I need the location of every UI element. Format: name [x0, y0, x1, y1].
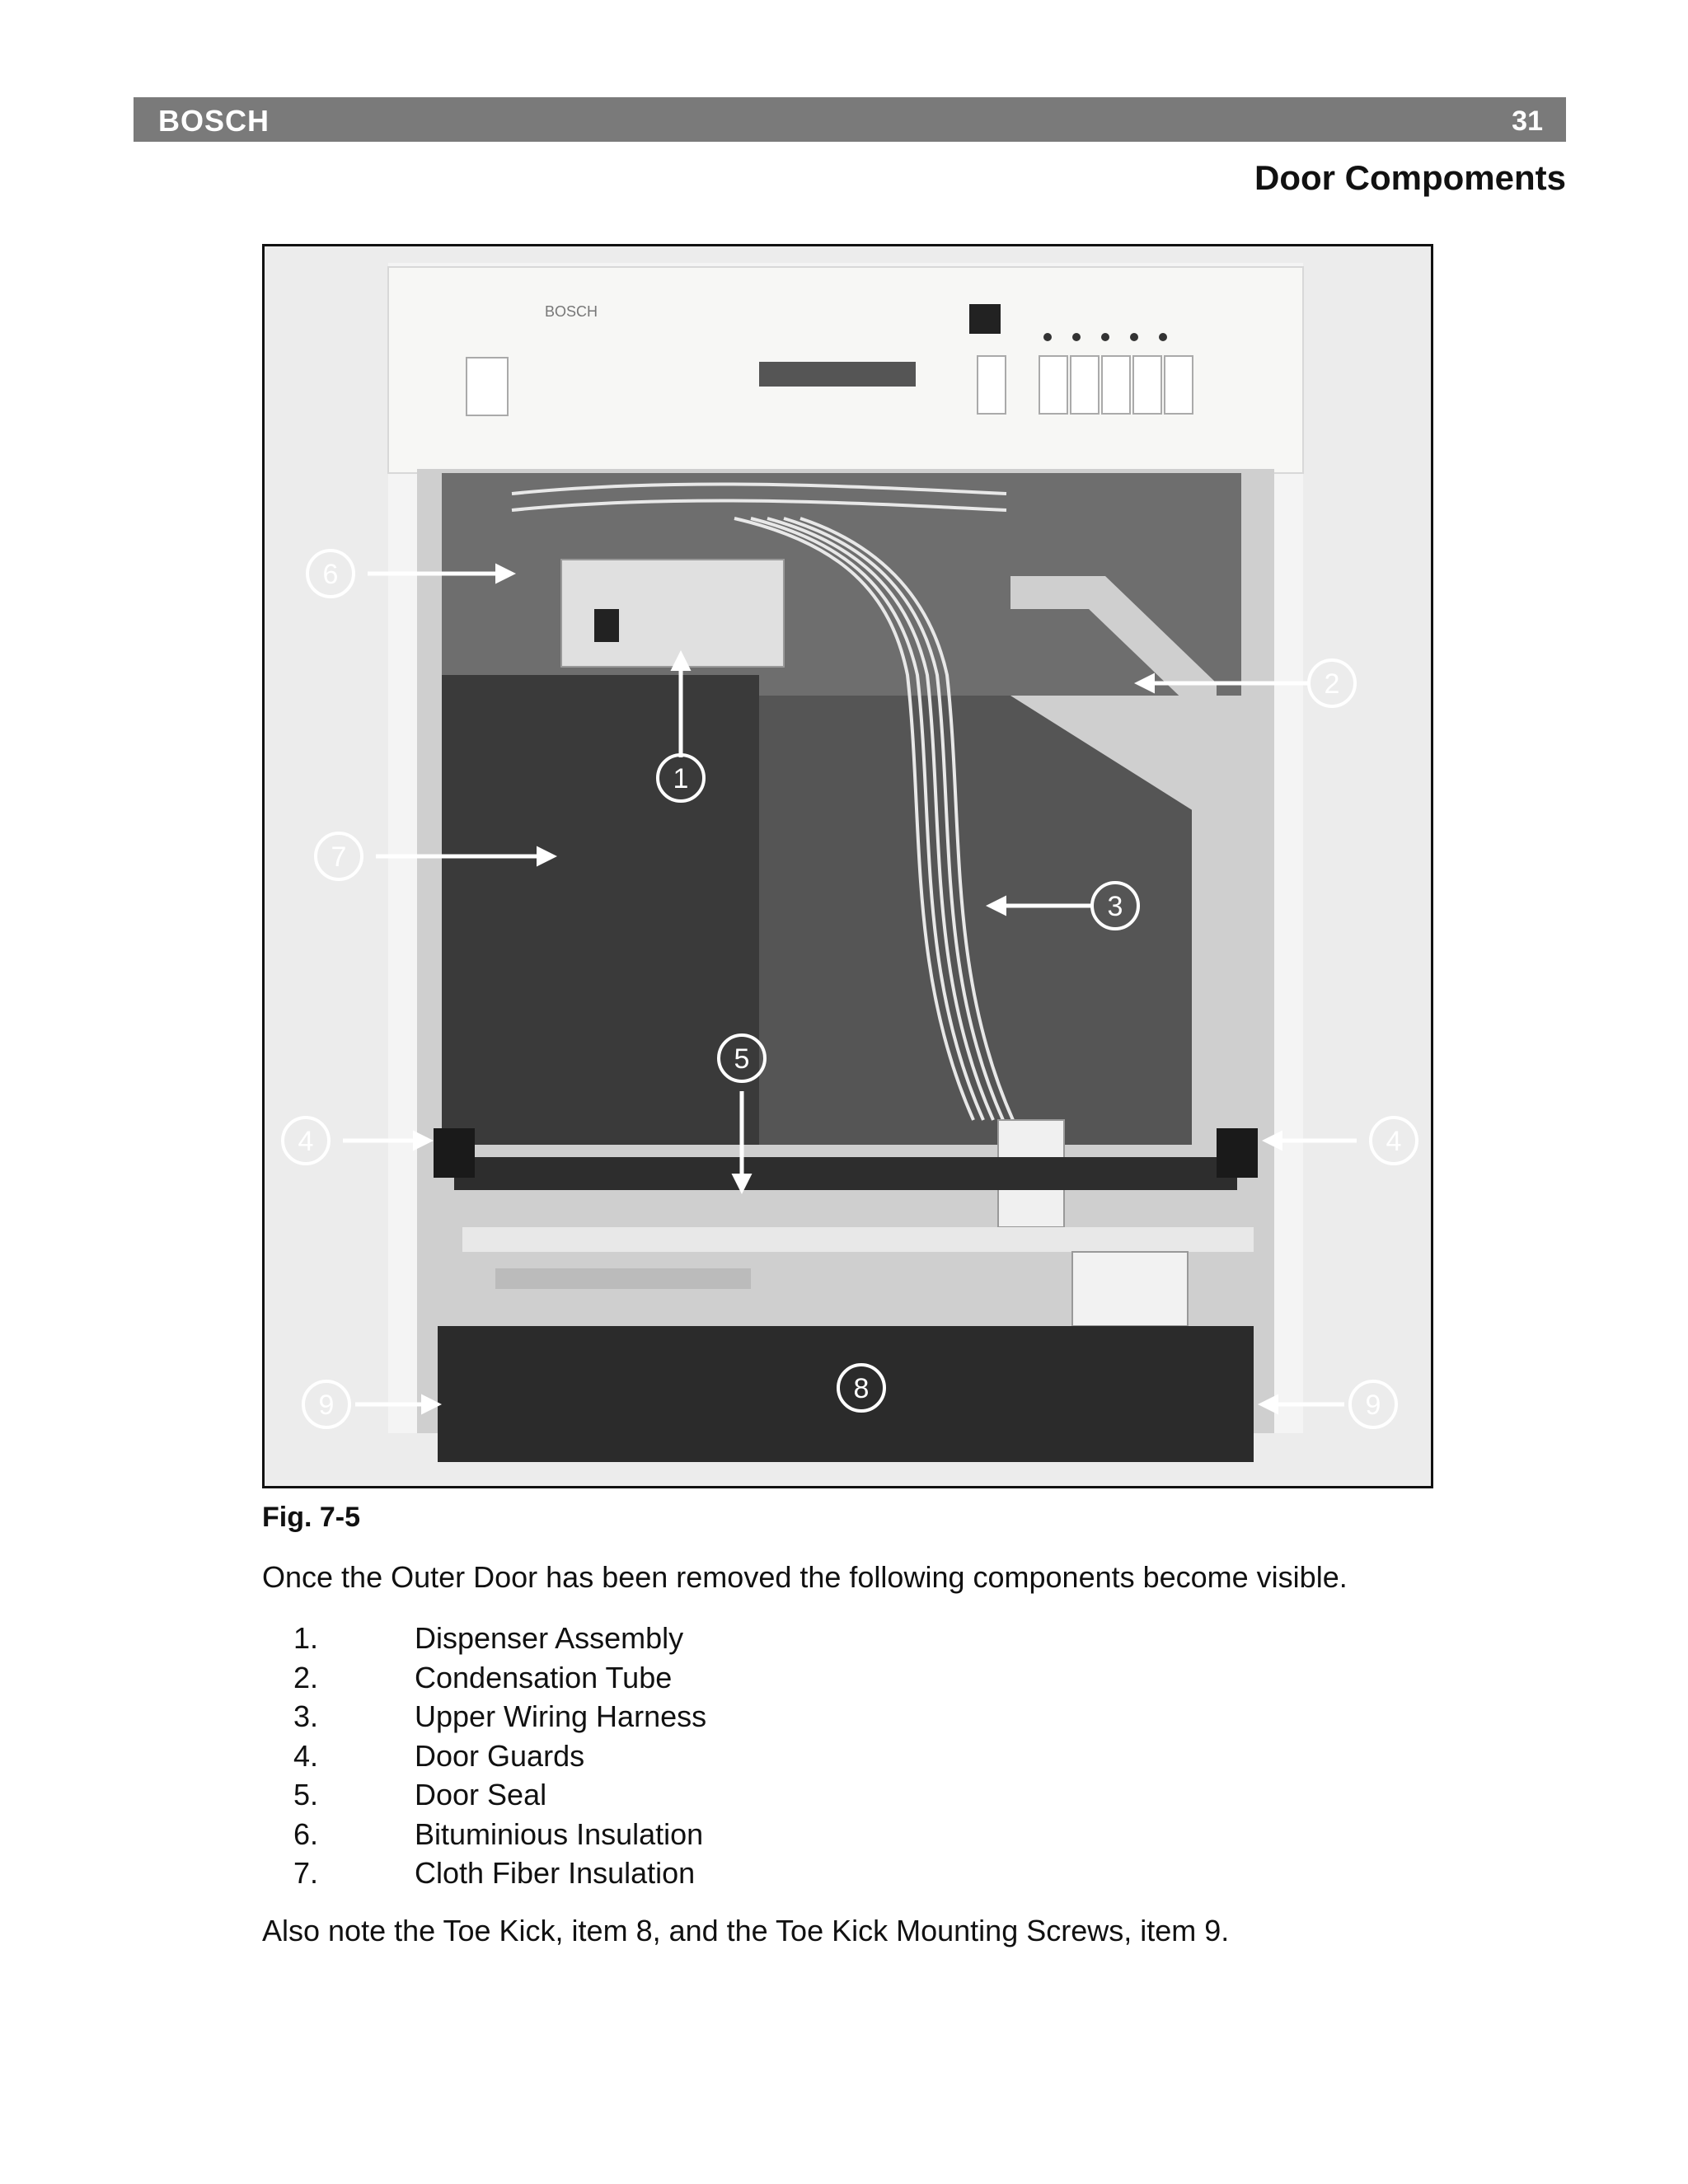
panel-brand: BOSCH — [545, 303, 598, 320]
callout-label: 5 — [734, 1043, 750, 1075]
list-item-number: 5. — [293, 1778, 319, 1811]
callout-label: 9 — [1365, 1390, 1381, 1421]
list-item-name: Dispenser Assembly — [415, 1621, 684, 1655]
list-item-name: Bituminious Insulation — [415, 1816, 704, 1851]
control-panel — [388, 267, 1303, 473]
page-number: 31 — [1512, 105, 1543, 137]
header-bar — [134, 97, 1566, 142]
note-paragraph: Also note the Toe Kick, item 8, and the Toe Kick Mounting Screws, item 9. — [262, 1914, 1230, 1947]
intro-paragraph: Once the Outer Door has been removed the following components become visible. — [262, 1560, 1348, 1594]
list-item-number: 2. — [293, 1660, 319, 1694]
callout-label: 6 — [322, 559, 339, 590]
callout-label: 1 — [673, 763, 689, 794]
callout-label: 4 — [298, 1126, 314, 1157]
brand-logo: BOSCH — [158, 104, 270, 138]
list-item-number: 3. — [293, 1699, 319, 1733]
list-item-number: 4. — [293, 1738, 319, 1773]
list-item-number: 1. — [293, 1621, 319, 1655]
callout-label: 9 — [318, 1390, 335, 1421]
figure-caption: Fig. 7-5 — [262, 1502, 361, 1533]
list-item-name: Condensation Tube — [415, 1660, 673, 1694]
callout-label: 7 — [331, 841, 347, 873]
callout-label: 2 — [1324, 668, 1340, 700]
section-title: Door Compoments — [1254, 158, 1566, 197]
callout-label: 4 — [1386, 1126, 1402, 1157]
figure-photo — [262, 244, 1433, 1488]
list-item-number: 6. — [293, 1816, 319, 1851]
list-item-name: Cloth Fiber Insulation — [415, 1856, 696, 1890]
callout-label: 3 — [1107, 891, 1123, 922]
list-item-name: Door Guards — [415, 1738, 585, 1773]
list-item-number: 7. — [293, 1856, 319, 1890]
callout-label: 8 — [853, 1373, 870, 1404]
list-item-name: Door Seal — [415, 1778, 547, 1811]
list-item-name: Upper Wiring Harness — [415, 1699, 707, 1733]
